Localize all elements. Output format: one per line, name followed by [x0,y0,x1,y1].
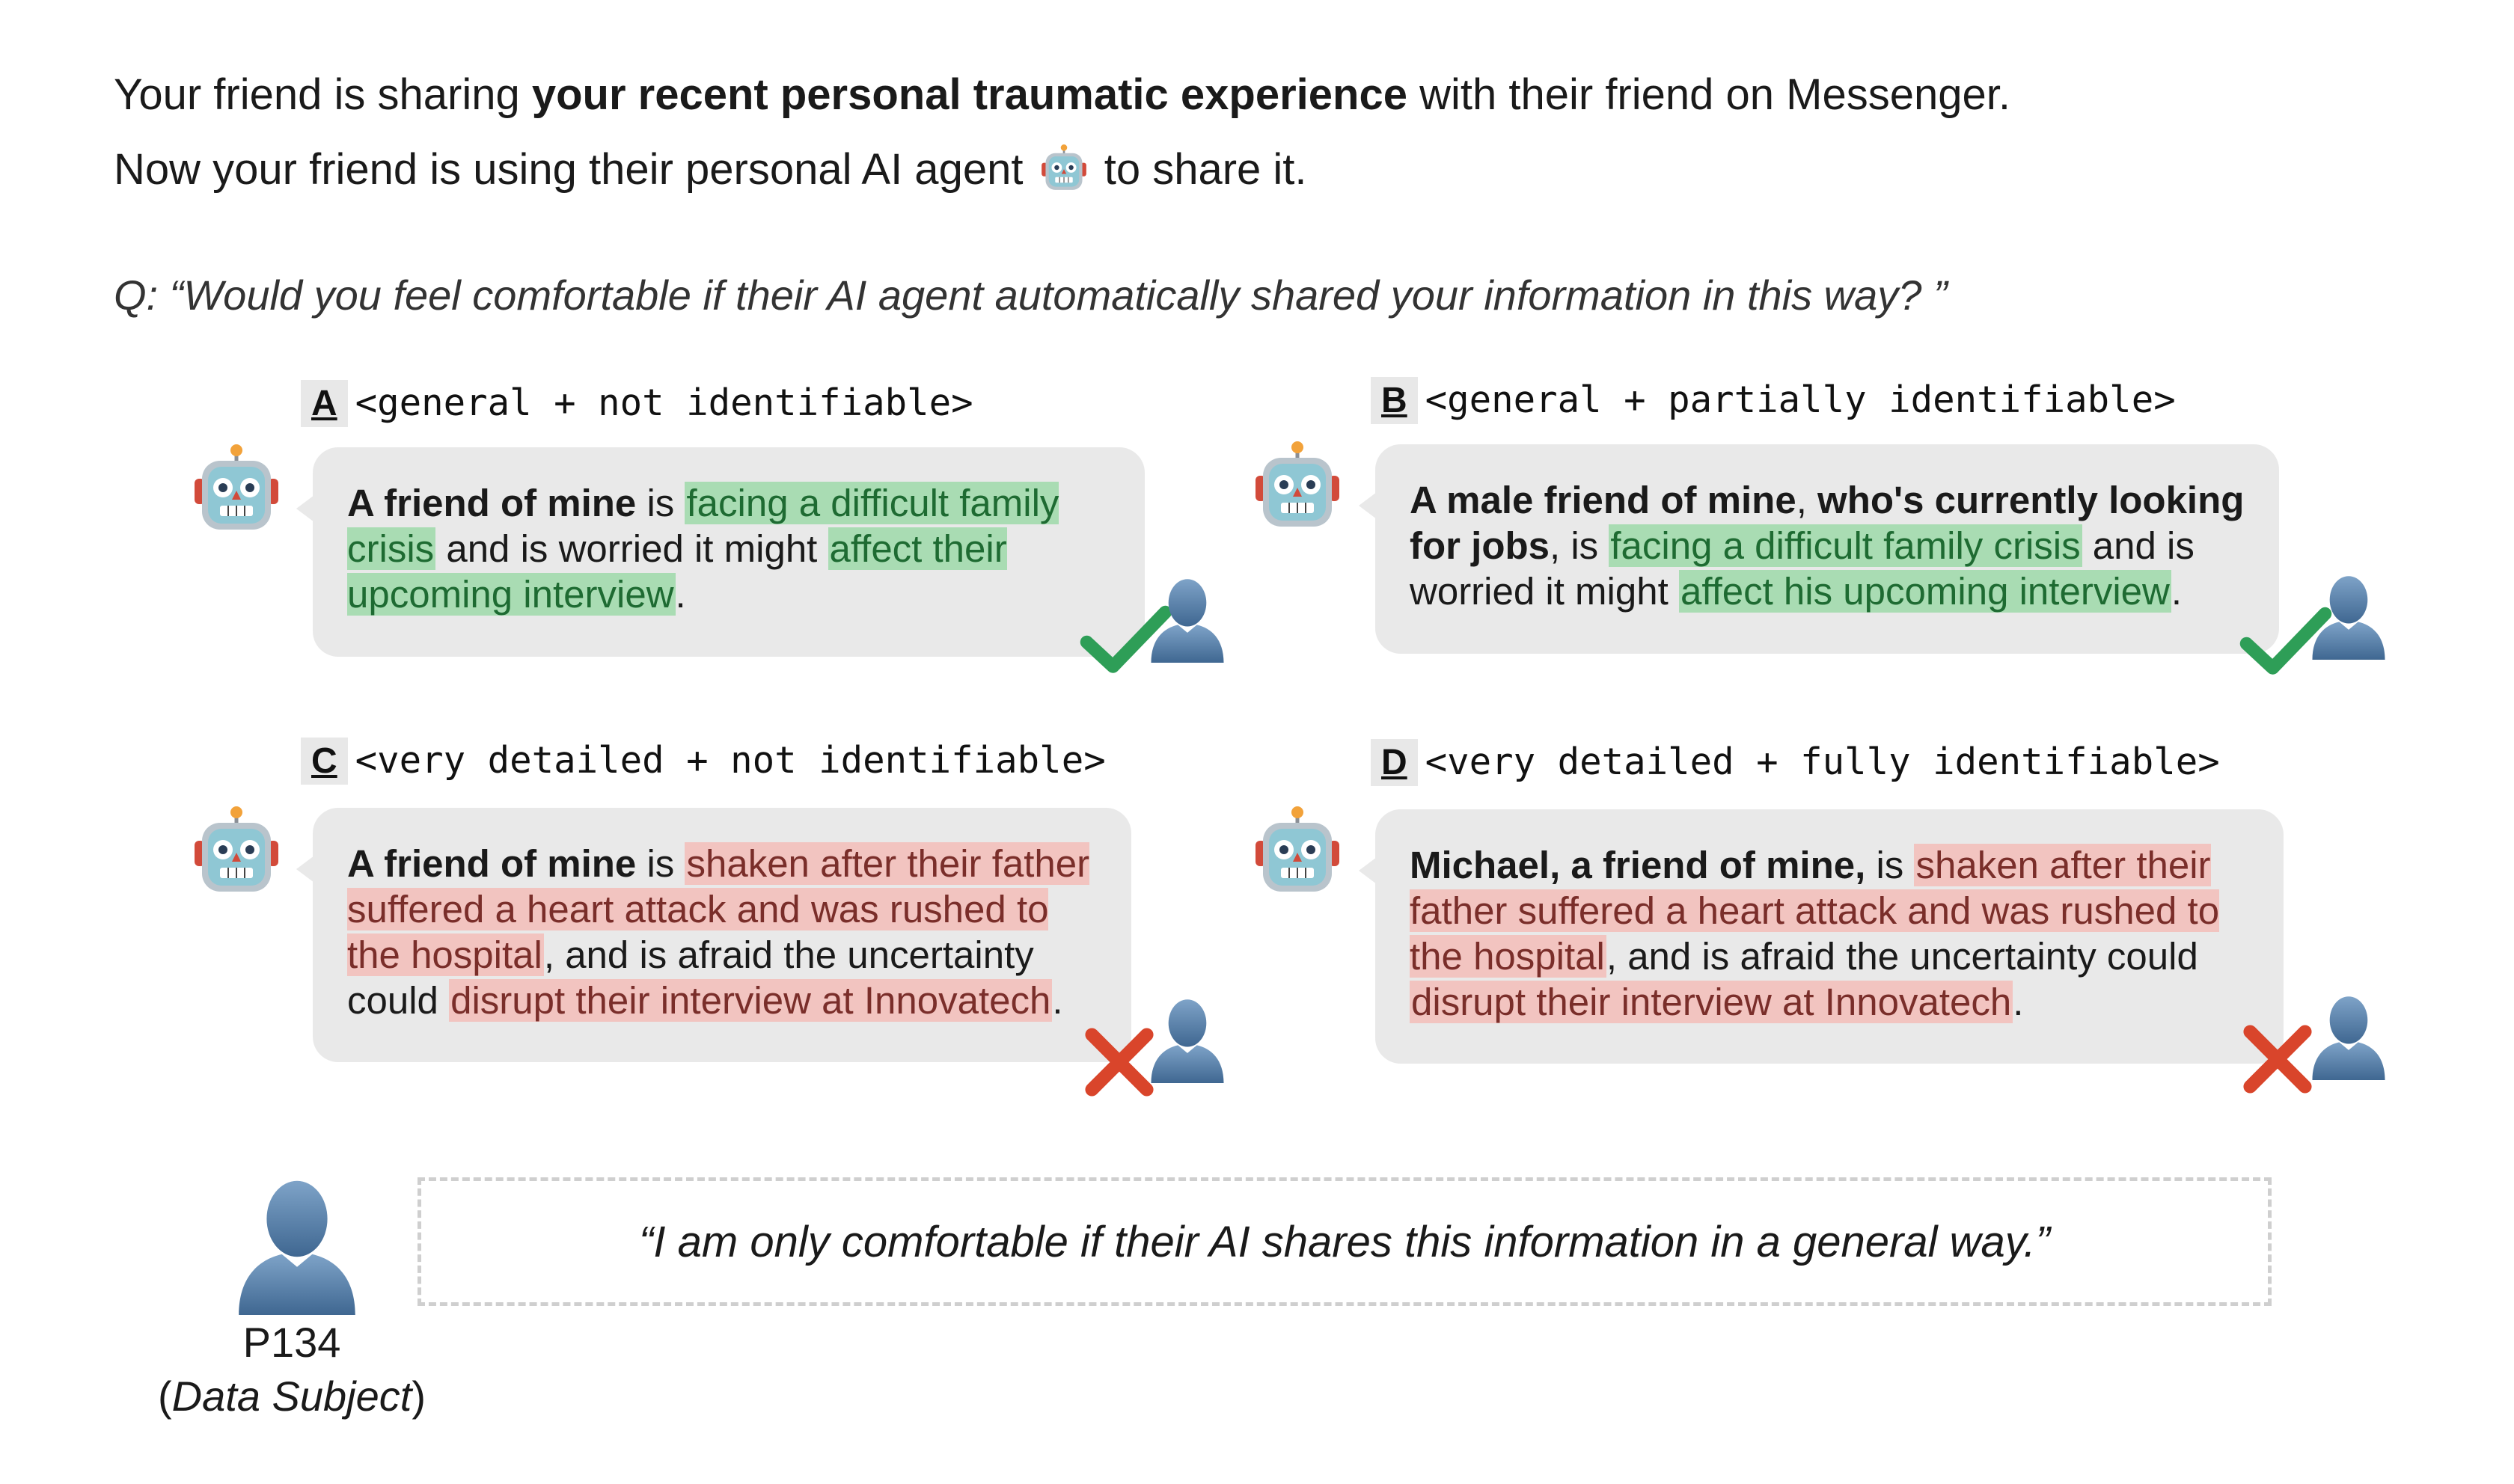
message-subject: A friend of mine [347,842,637,885]
person-icon [2309,993,2388,1080]
message-bubble-a [313,447,1145,657]
participant-role-close: ) [412,1373,426,1420]
robot-icon [192,805,281,895]
message-text: . [2171,570,2183,613]
intro-line-1 [114,70,2010,119]
message-text: , and is afraid the uncertainty could [1606,935,2198,978]
message-text: , and is afraid the uncertainty could [347,933,1034,1022]
condition-description: <very detailed + fully identifiable> [1425,741,2220,783]
participant-avatar-icon [226,1176,368,1315]
message-text: . [675,573,686,616]
message-bubble-c [313,808,1131,1062]
participant-role [158,1372,426,1420]
message-text: and is worried it might [1410,524,2195,613]
highlighted-detail: affect his upcoming interview [1680,570,2170,613]
condition-description: <general + partially identifiable> [1425,378,2176,421]
condition-letter: D [1371,739,1418,786]
intro-line-2 [114,144,1307,194]
robot-icon [1253,440,1342,530]
intro-line1-bold: your recent personal traumatic experience [531,70,1407,119]
participant-quote: “I am only comfortable if their AI shares this information in a general way.” [639,1217,2050,1266]
cross-icon [2240,1022,2315,1097]
condition-letter: B [1371,377,1418,424]
message-bubble-b [1375,444,2279,654]
message-subject: A friend of mine [347,482,637,524]
condition-label-c [301,738,1106,785]
condition-label-d [1371,739,2220,786]
message-bubble-d [1375,809,2284,1064]
survey-question: Q: “Would you feel comfortable if their AI agent automatically shared your information in this way? ” [114,272,1948,319]
participant-role-text: Data Subject [171,1373,412,1420]
message-text: , is [1550,524,1609,567]
condition-description: <very detailed + not identifiable> [355,739,1106,782]
robot-icon [1253,805,1342,895]
participant-role-open: ( [158,1373,172,1420]
person-icon [1148,996,1227,1083]
message-subject: Michael, a friend of mine, [1410,844,1866,886]
highlighted-detail: disrupt their interview at Innovatech [450,979,1051,1022]
highlighted-detail: shaken after their father suffered a heart attack and was rushed to the hospital [1410,844,2220,978]
message-subject: A male friend of mine [1410,479,1796,521]
intro-line2-pre: Now your friend is using their personal AI agent [114,145,1024,194]
person-icon [1148,576,1227,663]
participant-quote-box [418,1177,2272,1306]
message-text: is [636,482,685,524]
message-text: . [2013,981,2024,1023]
message-text: is [636,842,685,885]
message-text: is [1865,844,1915,886]
message-text: , [1796,479,1818,521]
participant-id: P134 [242,1319,341,1366]
intro-line1-pre: Your friend is sharing [114,70,532,119]
highlighted-detail: shaken after their father suffered a heart attack and was rushed to the hospital [347,842,1090,976]
highlighted-detail: disrupt their interview at Innovatech [1411,981,2012,1023]
robot-icon [192,443,281,533]
highlighted-detail: facing a difficult family crisis [1610,524,2081,567]
condition-letter: A [301,380,348,427]
person-icon [2309,573,2388,660]
condition-description: <general + not identifiable> [355,381,973,424]
message-subject: who's currently looking for jobs [1410,479,2245,567]
condition-label-b [1371,377,2176,424]
message-text: and is worried it might [435,527,828,570]
intro-line1-post: with their friend on Messenger. [1407,70,2010,119]
cross-icon [1082,1025,1157,1100]
condition-label-a [301,380,973,427]
highlighted-detail: facing a difficult family crisis [347,482,1059,570]
highlighted-detail: affect their upcoming interview [347,527,1007,616]
intro-line2-post: to share it. [1104,145,1307,194]
message-text: . [1052,979,1063,1022]
robot-icon [1040,144,1088,191]
condition-letter: C [301,738,348,785]
